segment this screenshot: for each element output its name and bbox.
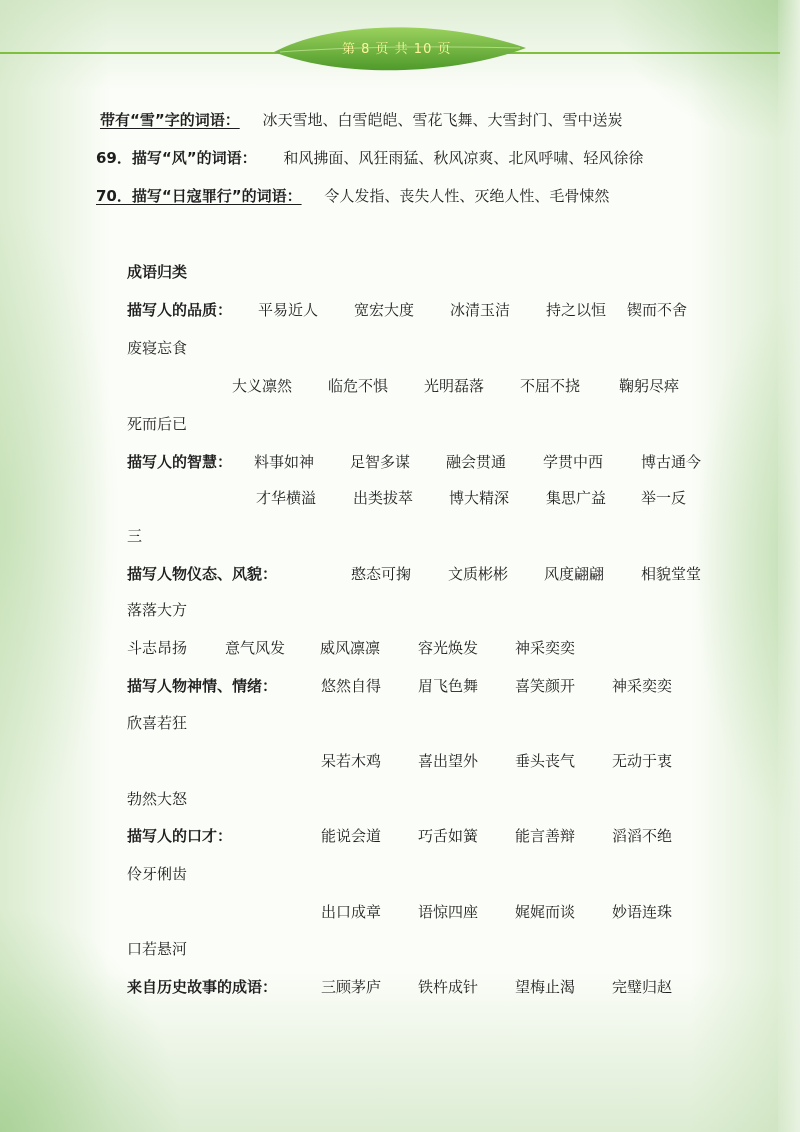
- idiom: 憨态可掬: [351, 565, 412, 583]
- category-label: 描写人的智慧：: [127, 453, 233, 471]
- idiom: 眉飞色舞: [418, 677, 479, 695]
- idiom: 足智多谋: [350, 453, 411, 471]
- idiom: 望梅止渴: [515, 978, 576, 996]
- idiom: 妙语连珠: [612, 903, 673, 921]
- page-edge: [778, 0, 800, 1132]
- idiom: 娓娓而谈: [515, 903, 576, 921]
- category-label: 描写人物神情、情绪：: [127, 677, 278, 695]
- idiom: 三顾茅庐: [321, 978, 382, 996]
- idiom: 大义凛然: [232, 377, 293, 395]
- line-wind-label: 69．描写“风”的词语：: [96, 149, 257, 167]
- section-title: 成语归类: [127, 263, 188, 281]
- idiom: 落落大方: [127, 601, 188, 619]
- idiom: 滔滔不绝: [612, 827, 673, 845]
- idiom: 宽宏大度: [354, 301, 415, 319]
- idiom: 持之以恒: [546, 301, 607, 319]
- idiom: 死而后已: [127, 415, 188, 433]
- idiom: 光明磊落: [424, 377, 485, 395]
- idiom: 口若悬河: [127, 940, 188, 958]
- line-crimes-content: 令人发指、丧失人性、灭绝人性、毛骨悚然: [324, 187, 610, 205]
- category-label: 描写人物仪态、风貌：: [127, 565, 278, 583]
- idiom: 相貌堂堂: [641, 565, 702, 583]
- idiom: 锲而不舍: [627, 301, 688, 319]
- idiom: 才华横溢: [256, 489, 317, 507]
- idiom: 风度翩翩: [544, 565, 605, 583]
- idiom: 料事如神: [254, 453, 315, 471]
- idiom: 废寝忘食: [127, 339, 188, 357]
- line-crimes: [96, 186, 609, 206]
- idiom: 无动于衷: [612, 752, 673, 770]
- idiom: 集思广益: [546, 489, 607, 507]
- idiom: 巧舌如簧: [418, 827, 479, 845]
- idiom: 举一反: [641, 489, 687, 507]
- idiom: 平易近人: [258, 301, 319, 319]
- line-snow-content: 冰天雪地、白雪皑皑、雪花飞舞、大雪封门、雪中送炭: [262, 111, 623, 129]
- idiom: 文质彬彬: [448, 565, 509, 583]
- idiom: 喜出望外: [418, 752, 479, 770]
- idiom: 三: [127, 527, 143, 545]
- idiom: 悠然自得: [321, 677, 382, 695]
- line-wind: [96, 148, 643, 168]
- idiom: 博古通今: [641, 453, 702, 471]
- category-label: 描写人的口才：: [127, 827, 233, 845]
- idiom: 呆若木鸡: [321, 752, 382, 770]
- line-snow: [100, 110, 623, 130]
- idiom: 出口成章: [321, 903, 382, 921]
- idiom: 不屈不挠: [520, 377, 581, 395]
- idiom: 学贯中西: [543, 453, 604, 471]
- idiom: 神采奕奕: [515, 639, 576, 657]
- line-crimes-label: 70．描写“日寇罪行”的词语：: [96, 187, 302, 205]
- idiom: 欣喜若狂: [127, 714, 188, 732]
- idiom: 能言善辩: [515, 827, 576, 845]
- idiom: 斗志昂扬: [127, 639, 188, 657]
- idiom: 语惊四座: [418, 903, 479, 921]
- idiom: 容光焕发: [418, 639, 479, 657]
- idiom: 勃然大怒: [127, 790, 188, 808]
- idiom: 鞠躬尽瘁: [619, 377, 680, 395]
- idiom: 神采奕奕: [612, 677, 673, 695]
- category-label: 来自历史故事的成语：: [127, 978, 278, 996]
- idiom: 垂头丧气: [515, 752, 576, 770]
- idiom: 威风凛凛: [320, 639, 381, 657]
- idiom: 融会贯通: [446, 453, 507, 471]
- idiom: 能说会道: [321, 827, 382, 845]
- idiom: 博大精深: [449, 489, 510, 507]
- idiom: 喜笑颜开: [515, 677, 576, 695]
- idiom: 完璧归赵: [612, 978, 673, 996]
- idiom: 伶牙俐齿: [127, 865, 188, 883]
- idiom: 出类拔萃: [353, 489, 414, 507]
- line-wind-content: 和风拂面、风狂雨猛、秋风凉爽、北风呼啸、轻风徐徐: [283, 149, 644, 167]
- idiom: 冰清玉洁: [450, 301, 511, 319]
- idiom: 意气风发: [225, 639, 286, 657]
- category-label: 描写人的品质：: [127, 301, 233, 319]
- idiom: 铁杵成针: [418, 978, 479, 996]
- line-snow-label: 带有“雪”字的词语：: [100, 111, 240, 129]
- page-number: 第 8 页 共 10 页: [342, 42, 452, 57]
- idiom: 临危不惧: [328, 377, 389, 395]
